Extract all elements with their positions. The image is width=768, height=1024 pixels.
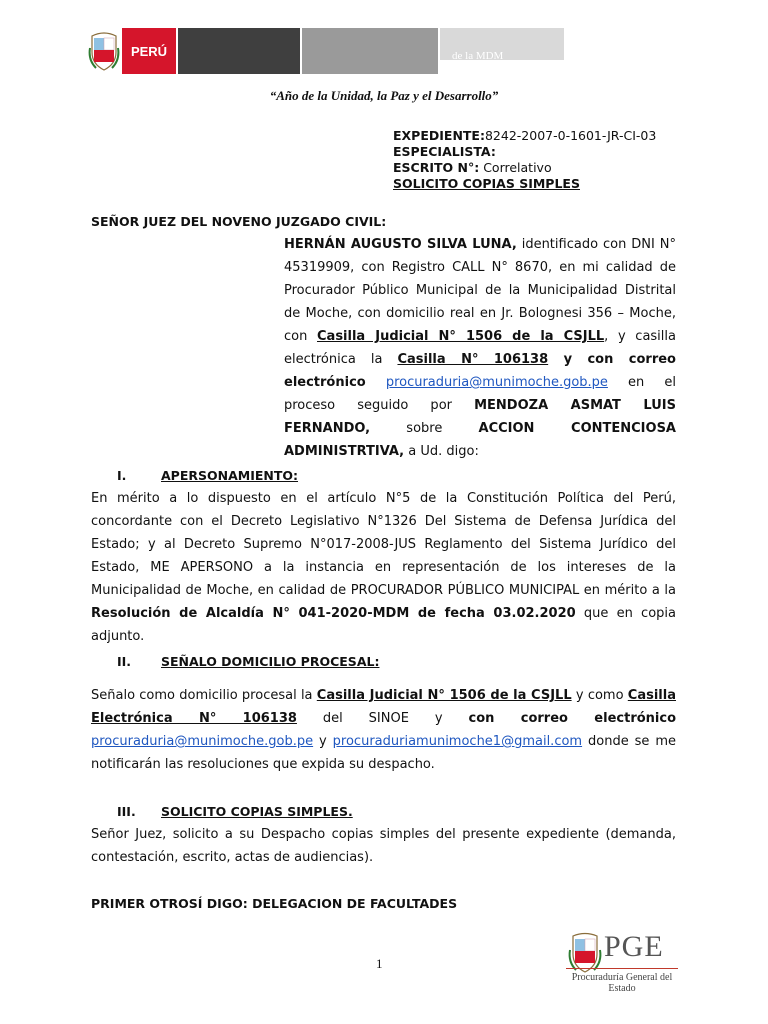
casilla-electronica: Casilla N° 106138 (397, 352, 549, 367)
intro-text-6: a Ud. digo: (404, 444, 479, 459)
section-2-text-1: Señalo como domicilio procesal la (91, 688, 317, 703)
email-link[interactable]: procuraduria@munimoche.gob.pe (385, 375, 608, 390)
section-1-title: APERSONAMIENTO: (161, 468, 299, 483)
section-3-paragraph: Señor Juez, solicito a su Despacho copias simples del presente expediente (demanda, contestación, escrito, actas de audiencias). (91, 827, 676, 865)
escrito-value: Correlativo (479, 160, 552, 175)
expediente-value: 8242-2007-0-1601-JR-CI-03 (484, 128, 657, 143)
section-3-number: III. (117, 804, 136, 819)
header-dark-block (178, 28, 300, 74)
email-link-2[interactable]: procuraduriamunimoche1@gmail.com (332, 734, 583, 749)
section-2-text-4: y (313, 734, 333, 749)
intro-text-2: , y casilla electrónica la (284, 329, 676, 367)
section-2-casilla: Casilla Judicial N° 1506 de la CSJLL (316, 688, 572, 703)
casilla-judicial: Casilla Judicial N° 1506 de la CSJLL (317, 329, 605, 344)
section-3-title: SOLICITO COPIAS SIMPLES. (161, 804, 353, 819)
section-2-casilla-elec: Casilla Electrónica N° 106138 (91, 688, 676, 726)
party-name: MENDOZA ASMAT LUIS FERNANDO, (284, 398, 676, 436)
otrosi-heading: PRIMER OTROSÍ DIGO: DELEGACION DE FACULTADES (91, 896, 458, 911)
section-2-paragraph (91, 684, 676, 776)
escrito-line (393, 160, 552, 176)
expediente-label: EXPEDIENTE: (393, 128, 485, 143)
solicito-title: SOLICITO COPIAS SIMPLES (393, 176, 580, 191)
section-2-text-5: donde se me notificarán las resoluciones que expida su despacho. (91, 734, 676, 772)
section-2-text-2: y como (571, 688, 628, 703)
intro-text-5: sobre (370, 421, 479, 436)
header-grey-block (302, 28, 438, 74)
section-2-correo: con correo electrónico (468, 711, 677, 726)
peru-brand-block (122, 28, 176, 74)
coat-of-arms-icon (88, 28, 120, 72)
expediente-line (393, 128, 656, 144)
pge-full-name (560, 972, 684, 994)
section-1-paragraph (91, 487, 676, 648)
pge-name-line-1: Procuraduría General del (571, 972, 673, 983)
pge-acronym: PGE (604, 930, 664, 963)
addressee: SEÑOR JUEZ DEL NOVENO JUZGADO CIVIL: (91, 214, 387, 229)
section-2-number: II. (117, 654, 132, 669)
page-number: 1 (376, 956, 383, 971)
email-link-1[interactable]: procuraduria@munimoche.gob.pe (91, 734, 314, 749)
pge-crest-icon (562, 930, 608, 976)
section-1-text-1: En mérito a lo dispuesto en el artículo N°5 de la Constitución Política del Perú, concordante con el Decreto Legislativo N°1326 Del Sistema de Defensa Jurídica del Estado; y al Decreto Supremo N°017-2008-JUS Reglamento del Sistema Jurídico del Estado, ME APERSONO a la instancia en representación de los intereses de la Municipalidad de Moche, en calidad de PROCURADOR PÚBLICO MUNICIPAL en mérito a la (91, 491, 676, 598)
year-motto: “Año de la Unidad, la Paz y el Desarrollo” (269, 88, 499, 103)
resolution-reference: Resolución de Alcaldía N° 041-2020-MDM de fecha 03.02.2020 (91, 606, 576, 621)
section-1-text-2: que en copia adjunto. (91, 606, 676, 644)
pge-name-line-2: Estado (608, 983, 636, 994)
especialista-label: ESPECIALISTA: (393, 144, 496, 159)
institution-fragment: de la MDM (452, 50, 504, 62)
escrito-label: ESCRITO N°: (393, 160, 480, 175)
intro-text-3: y con correo electrónico (284, 352, 676, 390)
lawyer-name: HERNÁN AUGUSTO SILVA LUNA, (284, 237, 517, 252)
case-matter: ACCION CONTENCIOSA ADMINISTRTIVA, (284, 421, 676, 459)
intro-text-1: identificado con DNI N° 45319909, con Registro CALL N° 8670, en mi calidad de Procurador Público Municipal de la Municipalidad Distrital de Moche, con domicilio real en Jr. Bolognesi 356 – Moche, con (284, 237, 676, 344)
section-1-number: I. (117, 468, 127, 483)
pge-divider (566, 968, 678, 969)
peru-label: PERÚ (130, 43, 168, 59)
section-2-title: SEÑALO DOMICILIO PROCESAL: (161, 654, 380, 669)
intro-paragraph (284, 233, 676, 463)
intro-text-4: en el proceso seguido por (284, 375, 676, 413)
section-2-text-3: del SINOE y (296, 711, 469, 726)
